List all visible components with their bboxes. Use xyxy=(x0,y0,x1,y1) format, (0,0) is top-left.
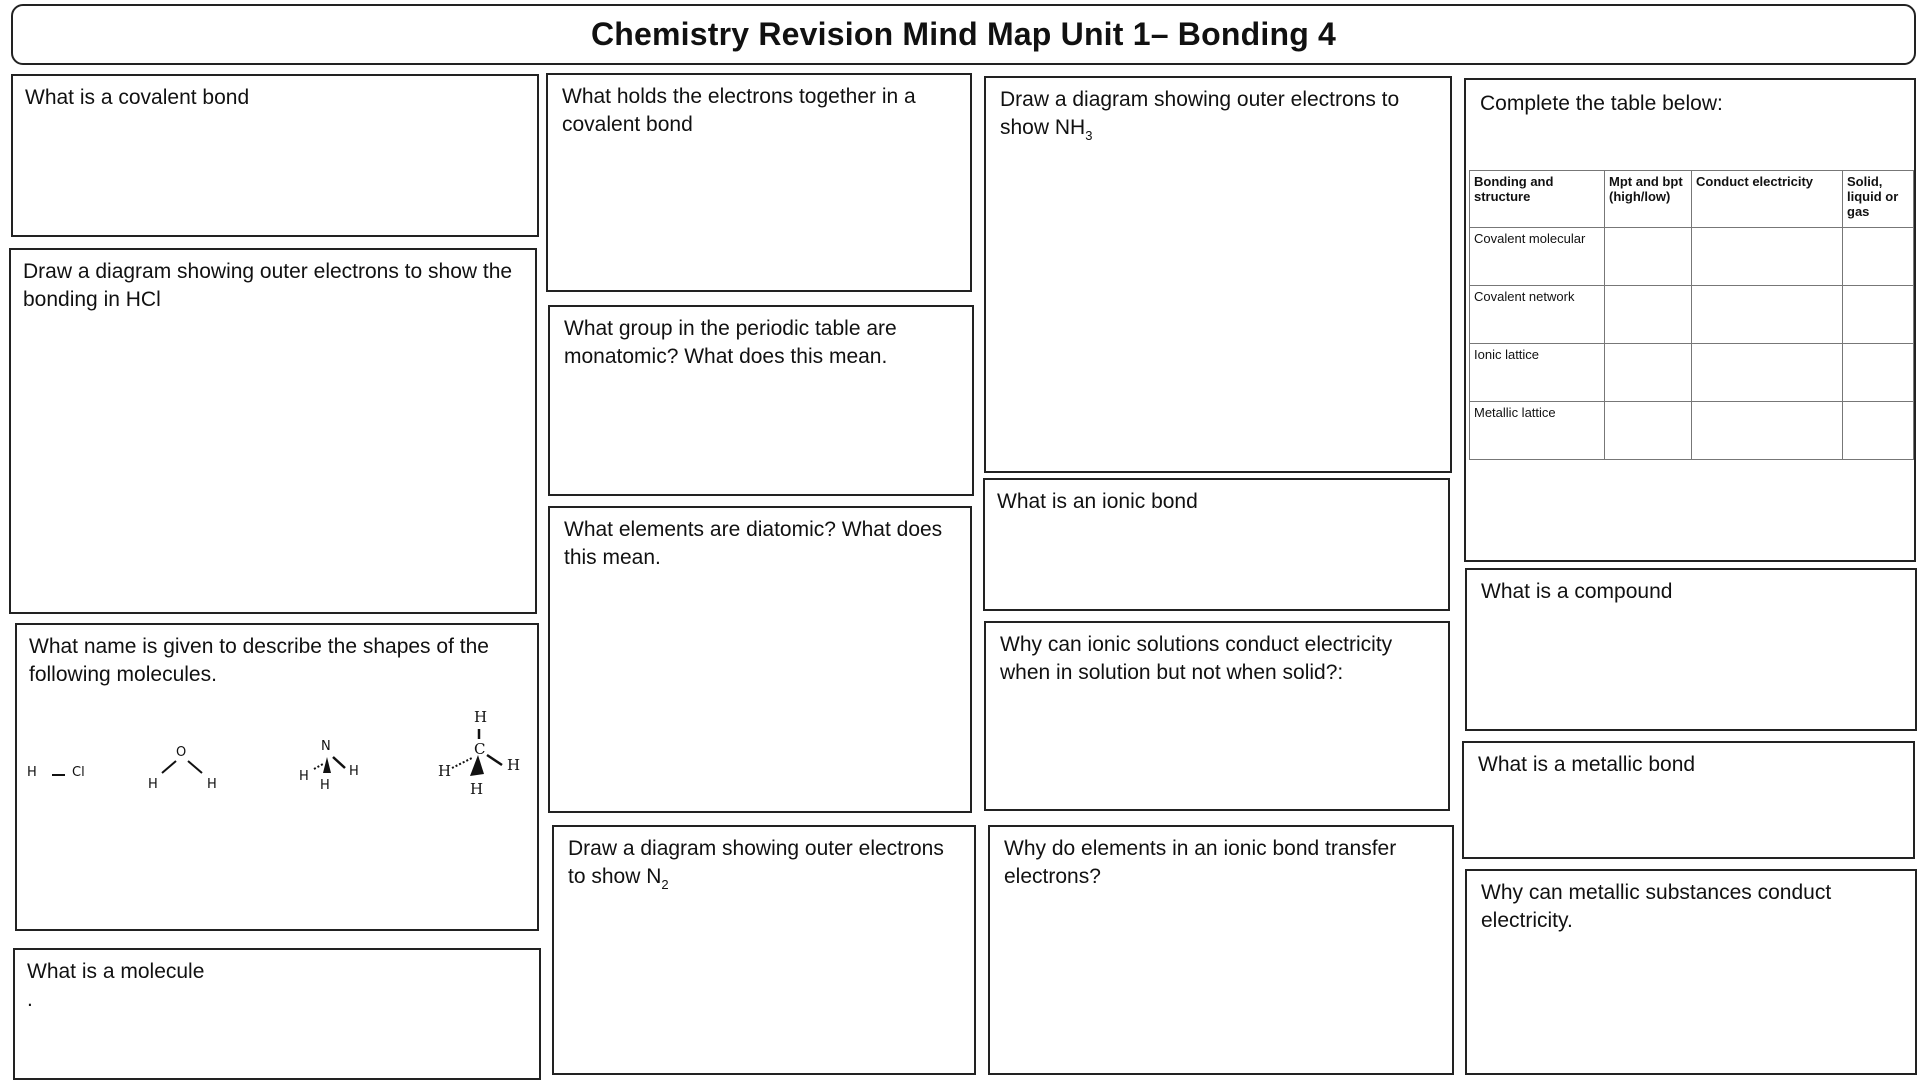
table-cell[interactable] xyxy=(1843,228,1914,286)
table-cell[interactable] xyxy=(1692,228,1843,286)
page-title: Chemistry Revision Mind Map Unit 1– Bonding 4 xyxy=(590,16,1337,52)
diatomic-box xyxy=(548,506,972,813)
compound-question: What is a compound xyxy=(1481,580,1673,603)
nh3-diagram-text: Draw a diagram showing outer electrons to show NH xyxy=(1000,88,1400,139)
table-row-label: Ionic lattice xyxy=(1470,344,1605,402)
table-row-label: Covalent molecular xyxy=(1470,228,1605,286)
table-header-state: Solid, liquid or gas xyxy=(1843,171,1914,228)
nh3-diagram-question xyxy=(1000,86,1438,142)
table-row-label: Metallic lattice xyxy=(1470,402,1605,460)
covalent-bond-box xyxy=(11,74,539,237)
table-cell[interactable] xyxy=(1843,344,1914,402)
table-row xyxy=(1470,286,1914,344)
metallic-conduct-question: Why can metallic substances conduct electricity. xyxy=(1481,881,1832,932)
table-cell[interactable] xyxy=(1605,344,1692,402)
holds-electrons-question: What holds the electrons together in a covalent bond xyxy=(562,85,916,136)
table-cell[interactable] xyxy=(1692,402,1843,460)
nh3-diagram-box xyxy=(984,76,1452,473)
nh3-subscript: 3 xyxy=(1085,128,1093,143)
water-h1-label: H xyxy=(148,777,158,792)
ammonia-h2-label: H xyxy=(349,764,359,779)
monatomic-question: What group in the periodic table are monatomic? What does this mean. xyxy=(564,317,897,368)
ionic-bond-question: What is an ionic bond xyxy=(997,490,1198,513)
table-cell[interactable] xyxy=(1605,402,1692,460)
hcl-molecule xyxy=(27,765,97,795)
ionic-bond-box xyxy=(983,478,1450,611)
table-header-bonding: Bonding and structure xyxy=(1470,171,1605,228)
table-header-row xyxy=(1470,171,1914,228)
shapes-question: What name is given to describe the shapes of the following molecules. xyxy=(29,635,489,686)
table-row xyxy=(1470,228,1914,286)
table-header-mpt: Mpt and bpt (high/low) xyxy=(1605,171,1692,228)
methane-h2-label: H xyxy=(438,762,452,780)
methane-h4-label: H xyxy=(470,780,484,798)
table-row-label: Covalent network xyxy=(1470,286,1605,344)
hcl-h-label: H xyxy=(27,765,37,780)
table-cell[interactable] xyxy=(1843,402,1914,460)
table-box xyxy=(1464,78,1916,562)
molecule-question-text: What is a molecule xyxy=(27,960,205,983)
n2-diagram-question xyxy=(568,835,962,891)
holds-electrons-box xyxy=(546,73,972,292)
metallic-bond-box xyxy=(1462,741,1915,859)
methane-c-label: C xyxy=(474,740,486,758)
shapes-box xyxy=(15,623,539,931)
ammonia-bonds xyxy=(297,737,397,807)
molecule-box xyxy=(13,948,541,1080)
n2-diagram-box xyxy=(552,825,976,1075)
hcl-diagram-box xyxy=(9,248,537,614)
n2-diagram-text: Draw a diagram showing outer electrons to show N xyxy=(568,837,944,888)
title-banner xyxy=(11,4,1916,65)
compound-box xyxy=(1465,568,1917,731)
ammonia-n-label: N xyxy=(321,739,331,754)
hcl-cl-label: Cl xyxy=(72,765,85,780)
diatomic-question: What elements are diatomic? What does this mean. xyxy=(564,518,943,569)
table-cell[interactable] xyxy=(1605,286,1692,344)
hcl-diagram-question: Draw a diagram showing outer electrons to show the bonding in HCl xyxy=(23,260,513,311)
covalent-bond-question: What is a covalent bond xyxy=(25,86,250,109)
table-cell[interactable] xyxy=(1843,286,1914,344)
molecule-dot: . xyxy=(27,988,33,1011)
molecule-question xyxy=(27,958,527,1014)
ionic-transfer-question: Why do elements in an ionic bond transfer electrons? xyxy=(1004,837,1397,888)
hcl-bond-line xyxy=(52,774,65,776)
water-bonds xyxy=(142,743,232,803)
n2-subscript: 2 xyxy=(661,877,669,892)
table-row xyxy=(1470,344,1914,402)
water-o-label: O xyxy=(176,745,187,760)
table-header-conduct: Conduct electricity xyxy=(1692,171,1843,228)
bonding-table xyxy=(1469,170,1914,460)
methane-h1-label: H xyxy=(474,708,488,726)
methane-molecule xyxy=(432,708,532,818)
table-cell[interactable] xyxy=(1692,344,1843,402)
ionic-solutions-box xyxy=(984,621,1450,811)
ammonia-h1-label: H xyxy=(299,769,309,784)
ionic-transfer-box xyxy=(988,825,1454,1075)
water-h2-label: H xyxy=(207,777,217,792)
ammonia-h3-label: H xyxy=(320,778,330,793)
metallic-conduct-box xyxy=(1465,869,1917,1075)
table-cell[interactable] xyxy=(1605,228,1692,286)
ammonia-molecule xyxy=(297,737,397,807)
monatomic-box xyxy=(548,305,974,496)
complete-table-heading: Complete the table below: xyxy=(1480,92,1723,115)
ionic-solutions-question: Why can ionic solutions conduct electricity when in solution but not when solid?: xyxy=(1000,633,1393,684)
water-molecule xyxy=(142,743,232,803)
table-cell[interactable] xyxy=(1692,286,1843,344)
metallic-bond-question: What is a metallic bond xyxy=(1478,753,1696,776)
table-row xyxy=(1470,402,1914,460)
methane-h3-label: H xyxy=(507,756,521,774)
